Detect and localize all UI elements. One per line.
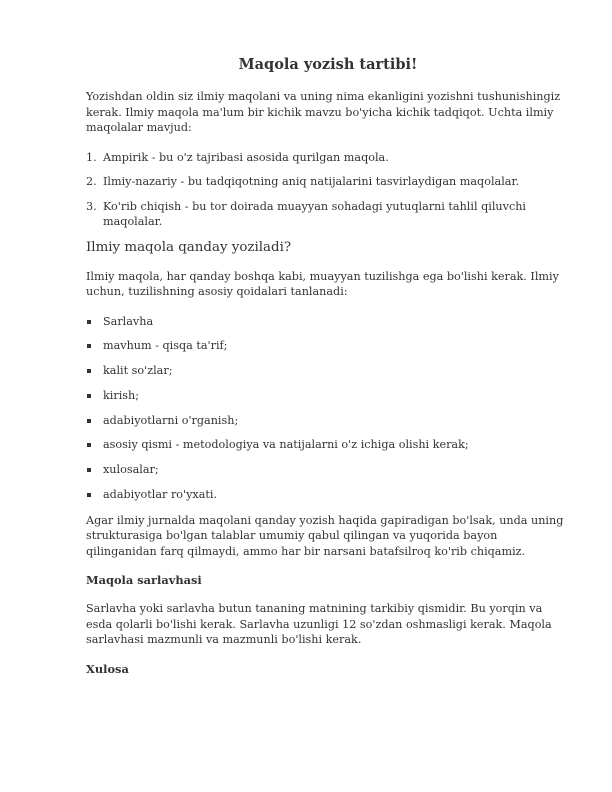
section-heading-how: Ilmiy maqola qanday yoziladi? — [86, 239, 292, 255]
list-item — [86, 174, 570, 190]
structure-list — [86, 314, 570, 503]
list-item — [86, 338, 570, 354]
section-heading-title: Maqola sarlavhasi — [86, 573, 202, 588]
list-item — [86, 413, 570, 429]
list-item-text: asosiy qismi - metodologiya va natijalarni o'z ichiga olishi kerak; — [103, 438, 469, 452]
list-number: 2. — [86, 175, 97, 188]
list-item — [86, 388, 570, 404]
list-item-text: kalit so'zlar; — [103, 364, 173, 378]
bullet-icon — [87, 493, 91, 497]
bullet-icon — [87, 320, 91, 324]
bullet-icon — [87, 369, 91, 373]
structure-paragraph: Ilmiy maqola, har qanday boshqa kabi, muayyan tuzilishga ega bo'lishi kerak. Ilmiy uchun, tuzilishning asosiy qoidalari tanlanadi: — [86, 269, 559, 298]
article-types-list — [86, 150, 570, 230]
bullet-icon — [87, 468, 91, 472]
journal-paragraph: Agar ilmiy jurnalda maqolani qanday yozish haqida gapiradigan bo'lsak, unda uning strukturasiga bo'lgan talablar umumiy qabul qilingan va yuqorida bayon qilinganidan farq qilmaydi, ammo har bir narsani batafsilroq ko'rib chiqamiz. — [86, 513, 564, 558]
bullet-icon — [87, 394, 91, 398]
list-item-text: Sarlavha — [103, 314, 154, 328]
list-item-text: Ampirik - bu o'z tajribasi asosida qurilgan maqola. — [103, 150, 389, 164]
list-item-text: Ko'rib chiqish - bu tor doirada muayyan sohadagi yutuqlarni tahlil qiluvchi maqolalar. — [103, 199, 526, 228]
list-item — [86, 199, 570, 230]
list-item-text: xulosalar; — [103, 463, 159, 477]
list-item-text: mavhum - qisqa ta'rif; — [103, 339, 228, 353]
list-item — [86, 314, 570, 330]
bullet-icon — [87, 419, 91, 423]
list-item — [86, 363, 570, 379]
document-title: Maqola yozish tartibi! — [238, 56, 418, 73]
list-item — [86, 487, 570, 503]
bullet-icon — [87, 344, 91, 348]
intro-paragraph: Yozishdan oldin siz ilmiy maqolani va uning nima ekanligini yozishni tushunishingiz kerak. Ilmiy maqola ma'lum bir kichik mavzu bo'yicha kichik tadqiqot. Uchta ilmiy maqolalar mavjud: — [86, 90, 561, 134]
title-paragraph: Sarlavha yoki sarlavha butun tananing matnining tarkibiy qismidir. Bu yorqin va esda qolarli bo'lishi kerak. Sarlavha uzunligi 12 so'zdan oshmasligi kerak. Maqola sarlavhasi mazmunli va mazmunli bo'lishi kerak. — [86, 602, 552, 647]
section-heading-conclusion: Xulosa — [86, 661, 129, 676]
list-item-text: adabiyotlar ro'yxati. — [103, 488, 218, 502]
list-item — [86, 462, 570, 478]
document-page — [86, 56, 570, 690]
list-item — [86, 437, 570, 453]
list-number: 3. — [86, 199, 97, 213]
list-item — [86, 150, 570, 166]
list-item-text: kirish; — [103, 388, 139, 402]
list-number: 1. — [86, 150, 97, 164]
list-item-text: Ilmiy-nazariy - bu tadqiqotning aniq natijalarini tasvirlaydigan maqolalar. — [103, 175, 520, 188]
list-item-text: adabiyotlarni o'rganish; — [103, 413, 239, 427]
bullet-icon — [87, 443, 91, 447]
